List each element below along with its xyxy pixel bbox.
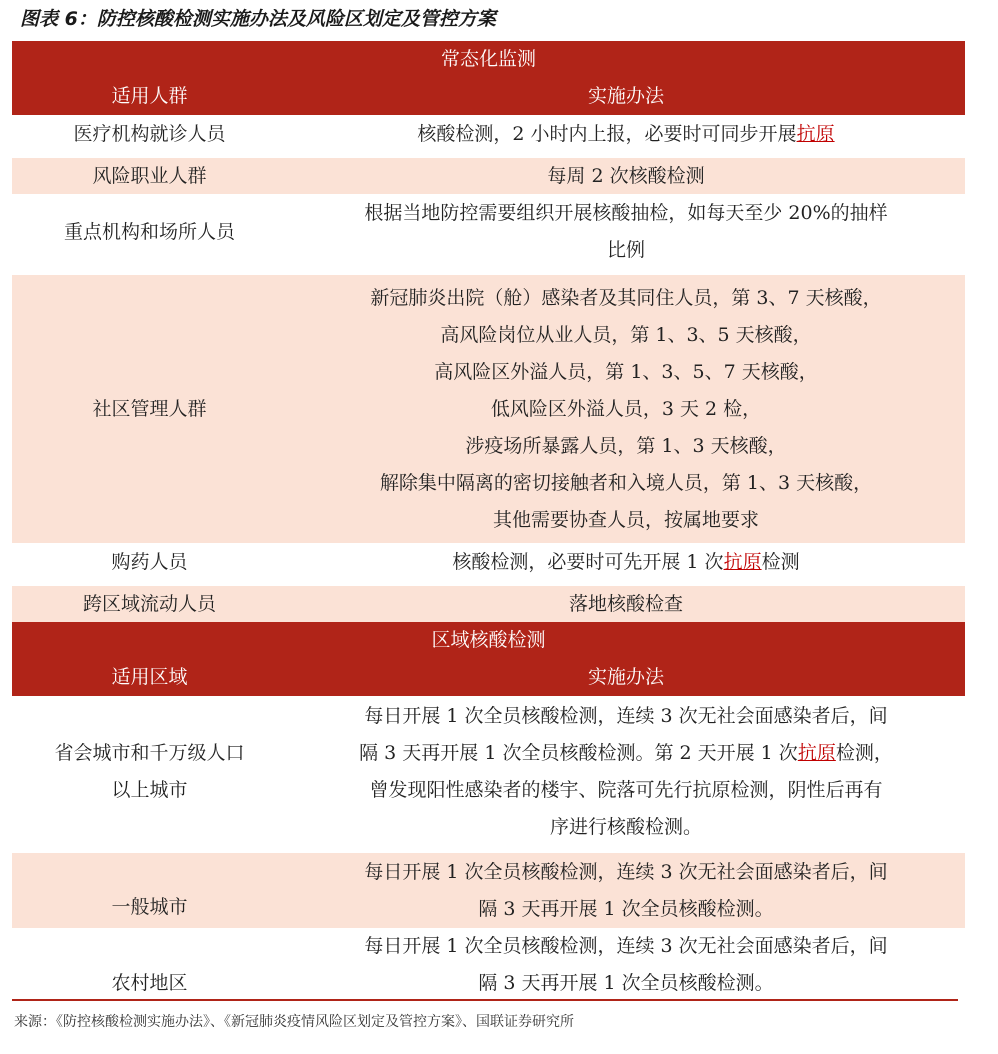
group-cell: 重点机构和场所人员: [63, 220, 235, 243]
section1-title: 常态化监测: [440, 48, 536, 70]
source-divider: [12, 999, 958, 1001]
section2-column-headers: [12, 658, 965, 696]
table-row: [12, 581, 965, 622]
table-row: [12, 270, 965, 543]
group-cell: 社区管理人群: [92, 397, 207, 420]
method-cell: 落地核酸检查: [568, 592, 683, 615]
method-cell: 核酸检测，2 小时内上报，必要时可同步开展抗原: [417, 122, 835, 145]
method-cell: 新冠肺炎出院（舱）感染者及其同住人员，第 3、7 天核酸， 高风险岗位从业人员，第 1、3、5 天核酸， 高风险区外溢人员，第 1、3、5、7 天核酸， 低风险区外溢人员，3 天 2 检， 涉疫场所暴露人员，第 1、3 天核酸， 解除集中隔离的密切接触者和入境人员，第 1、3 天核酸， 其他需要协查人员，按属地要求: [370, 286, 882, 531]
column-header-method: 实施办法: [587, 666, 664, 688]
antigen-link[interactable]: 抗原: [796, 122, 835, 145]
figure-title: 图表 6：防控核酸检测实施办法及风险区划定及管控方案: [20, 8, 496, 30]
group-cell: 跨区域流动人员: [82, 592, 216, 615]
method-cell: 每日开展 1 次全员核酸检测，连续 3 次无社会面感染者后，间 隔 3 天再开展 1 次全员核酸检测。: [364, 935, 888, 994]
table-row: [12, 115, 965, 153]
area-cell: 农村地区: [111, 972, 188, 994]
area-cell: 一般城市: [111, 896, 188, 918]
group-cell: 医疗机构就诊人员: [73, 122, 226, 145]
method-cell: 每日开展 1 次全员核酸检测，连续 3 次无社会面感染者后，间 隔 3 天再开展 1 次全员核酸检测。第 2 天开展 1 次抗原检测， 曾发现阳性感染者的楼宇、院落可先行抗原检测，阴性后再有 序进行核酸检测。: [359, 705, 893, 838]
section1-column-headers: [12, 77, 965, 115]
antigen-link[interactable]: 抗原: [797, 742, 836, 764]
table-row: [12, 696, 965, 848]
method-cell: 每周 2 次核酸检测: [547, 164, 705, 187]
antigen-link[interactable]: 抗原: [723, 550, 762, 573]
method-cell: 核酸检测，必要时可先开展 1 次抗原检测: [452, 550, 800, 573]
method-cell: 每日开展 1 次全员核酸检测，连续 3 次无社会面感染者后，间 隔 3 天再开展 1 次全员核酸检测。: [364, 860, 888, 920]
group-cell: 风险职业人群: [92, 164, 207, 187]
section2-header: [12, 622, 965, 696]
table-row: [12, 928, 965, 1002]
column-header-group: 适用人群: [111, 85, 188, 107]
area-cell: 省会城市和千万级人口 以上城市: [54, 742, 245, 801]
column-header-method: 实施办法: [587, 85, 664, 107]
section1-header: [12, 41, 965, 115]
source-note: 来源：《防控核酸检测实施办法》、《新冠肺炎疫情风险区划定及管控方案》、国联证券研究所: [14, 1014, 574, 1030]
table-row: [12, 848, 965, 928]
column-header-area: 适用区域: [111, 666, 188, 688]
group-cell: 购药人员: [111, 550, 188, 573]
policy-table: [12, 41, 965, 1002]
section2-title: 区域核酸检测: [431, 629, 546, 651]
table-row: [12, 543, 965, 581]
table-row: [12, 194, 965, 270]
table-row: [12, 153, 965, 194]
method-cell: 根据当地防控需要组织开展核酸抽检，如每天至少 20%的抽样 比例: [364, 202, 888, 261]
